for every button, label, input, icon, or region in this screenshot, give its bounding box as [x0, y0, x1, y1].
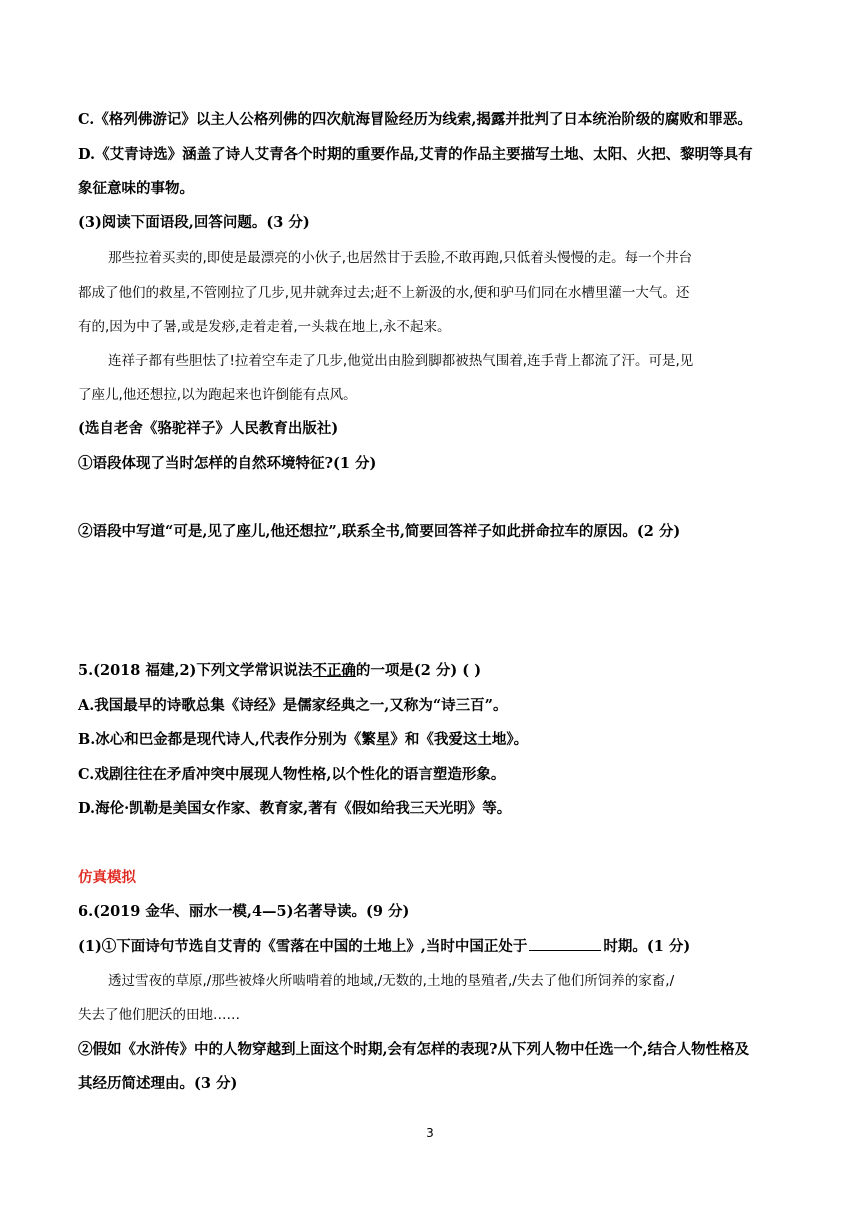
passage-source: (选自老舍《骆驼祥子》人民教育出版社) [78, 420, 339, 437]
question-5-stem-end: 的一项是(2 分) ( ) [355, 662, 482, 679]
passage-paragraph-1-line-2: 都成了他们的救星,不管刚拉了几步,见井就奔过去;赶不上新汲的水,便和驴马们同在水槽里灌一大气。还 [78, 285, 690, 301]
question-5-option-c: C.戏剧往往在矛盾冲突中展现人物性格,以个性化的语言塑造形象。 [78, 766, 506, 783]
question-5-option-d: D.海伦·凯勒是美国女作家、教育家,著有《假如给我三天光明》等。 [78, 800, 512, 817]
answer-blank[interactable] [529, 936, 601, 951]
poem-line-1: 透过雪夜的草原,/那些被烽火所啮啃着的地域,/无数的,土地的垦殖者,/失去了他们所饲养的家畜,/ [108, 973, 675, 989]
poem-line-2: 失去了他们肥沃的田地…… [78, 1007, 240, 1023]
question-6-part-1-stem: (1)①下面诗句节选自艾青的《雪落在中国的土地上》,当时中国正处于 [78, 938, 528, 955]
question-6-part-2-continued: 其经历简述理由。(3 分) [78, 1075, 238, 1092]
sub-question-1: ①语段体现了当时怎样的自然环境特征?(1 分) [78, 455, 377, 472]
question-3-prompt: (3)阅读下面语段,回答问题。(3 分) [78, 214, 310, 231]
passage-paragraph-2: 连祥子都有些胆怯了!拉着空车走了几步,他觉出由脸到脚都被热气围着,连手背上都流了汗。可是,见 [108, 353, 694, 369]
question-6: 6.(2019 金华、丽水一模,4—5)名著导读。(9 分) [78, 903, 410, 920]
option-c: C.《格列佛游记》以主人公格列佛的四次航海冒险经历为线索,揭露并批判了日本统治阶级的腐败和罪恶。 [78, 111, 752, 128]
option-d: D.《艾青诗选》涵盖了诗人艾青各个时期的重要作品,艾青的作品主要描写土地、太阳、火把、黎明等具有 [78, 146, 753, 163]
passage-paragraph-1: 那些拉着买卖的,即使是最漂亮的小伙子,也居然甘于丢脸,不敢再跑,只低着头慢慢的走。每一个井台 [108, 250, 693, 266]
question-6-part-2: ②假如《水浒传》中的人物穿越到上面这个时期,会有怎样的表现?从下列人物中任选一个,结合人物性格及 [78, 1041, 750, 1058]
passage-paragraph-2-line-2: 了座儿,他还想拉,以为跑起来也许倒能有点风。 [78, 387, 357, 403]
passage-paragraph-1-line-3: 有的,因为中了暑,或是发痧,走着走着,一头栽在地上,永不起来。 [78, 319, 451, 335]
sub-question-2: ②语段中写道“可是,见了座儿,他还想拉”,联系全书,简要回答祥子如此拼命拉车的原因。(2 分) [78, 523, 681, 540]
section-title: 仿真模拟 [78, 869, 136, 886]
page-number: 3 [426, 1126, 434, 1140]
question-6-part-1-end: 时期。(1 分) [603, 938, 691, 955]
option-d-continued: 象征意味的事物。 [78, 180, 194, 197]
question-5-stem: 5.(2018 福建,2)下列文学常识说法 [78, 662, 313, 679]
question-6-part-1 [78, 936, 690, 957]
question-5-option-a: A.我国最早的诗歌总集《诗经》是儒家经典之一,又称为“诗三百”。 [78, 697, 508, 714]
question-5-underlined: 不正确 [312, 662, 356, 679]
question-5-option-b: B.冰心和巴金都是现代诗人,代表作分别为《繁星》和《我爱这土地》。 [78, 731, 529, 748]
question-5 [78, 661, 481, 681]
